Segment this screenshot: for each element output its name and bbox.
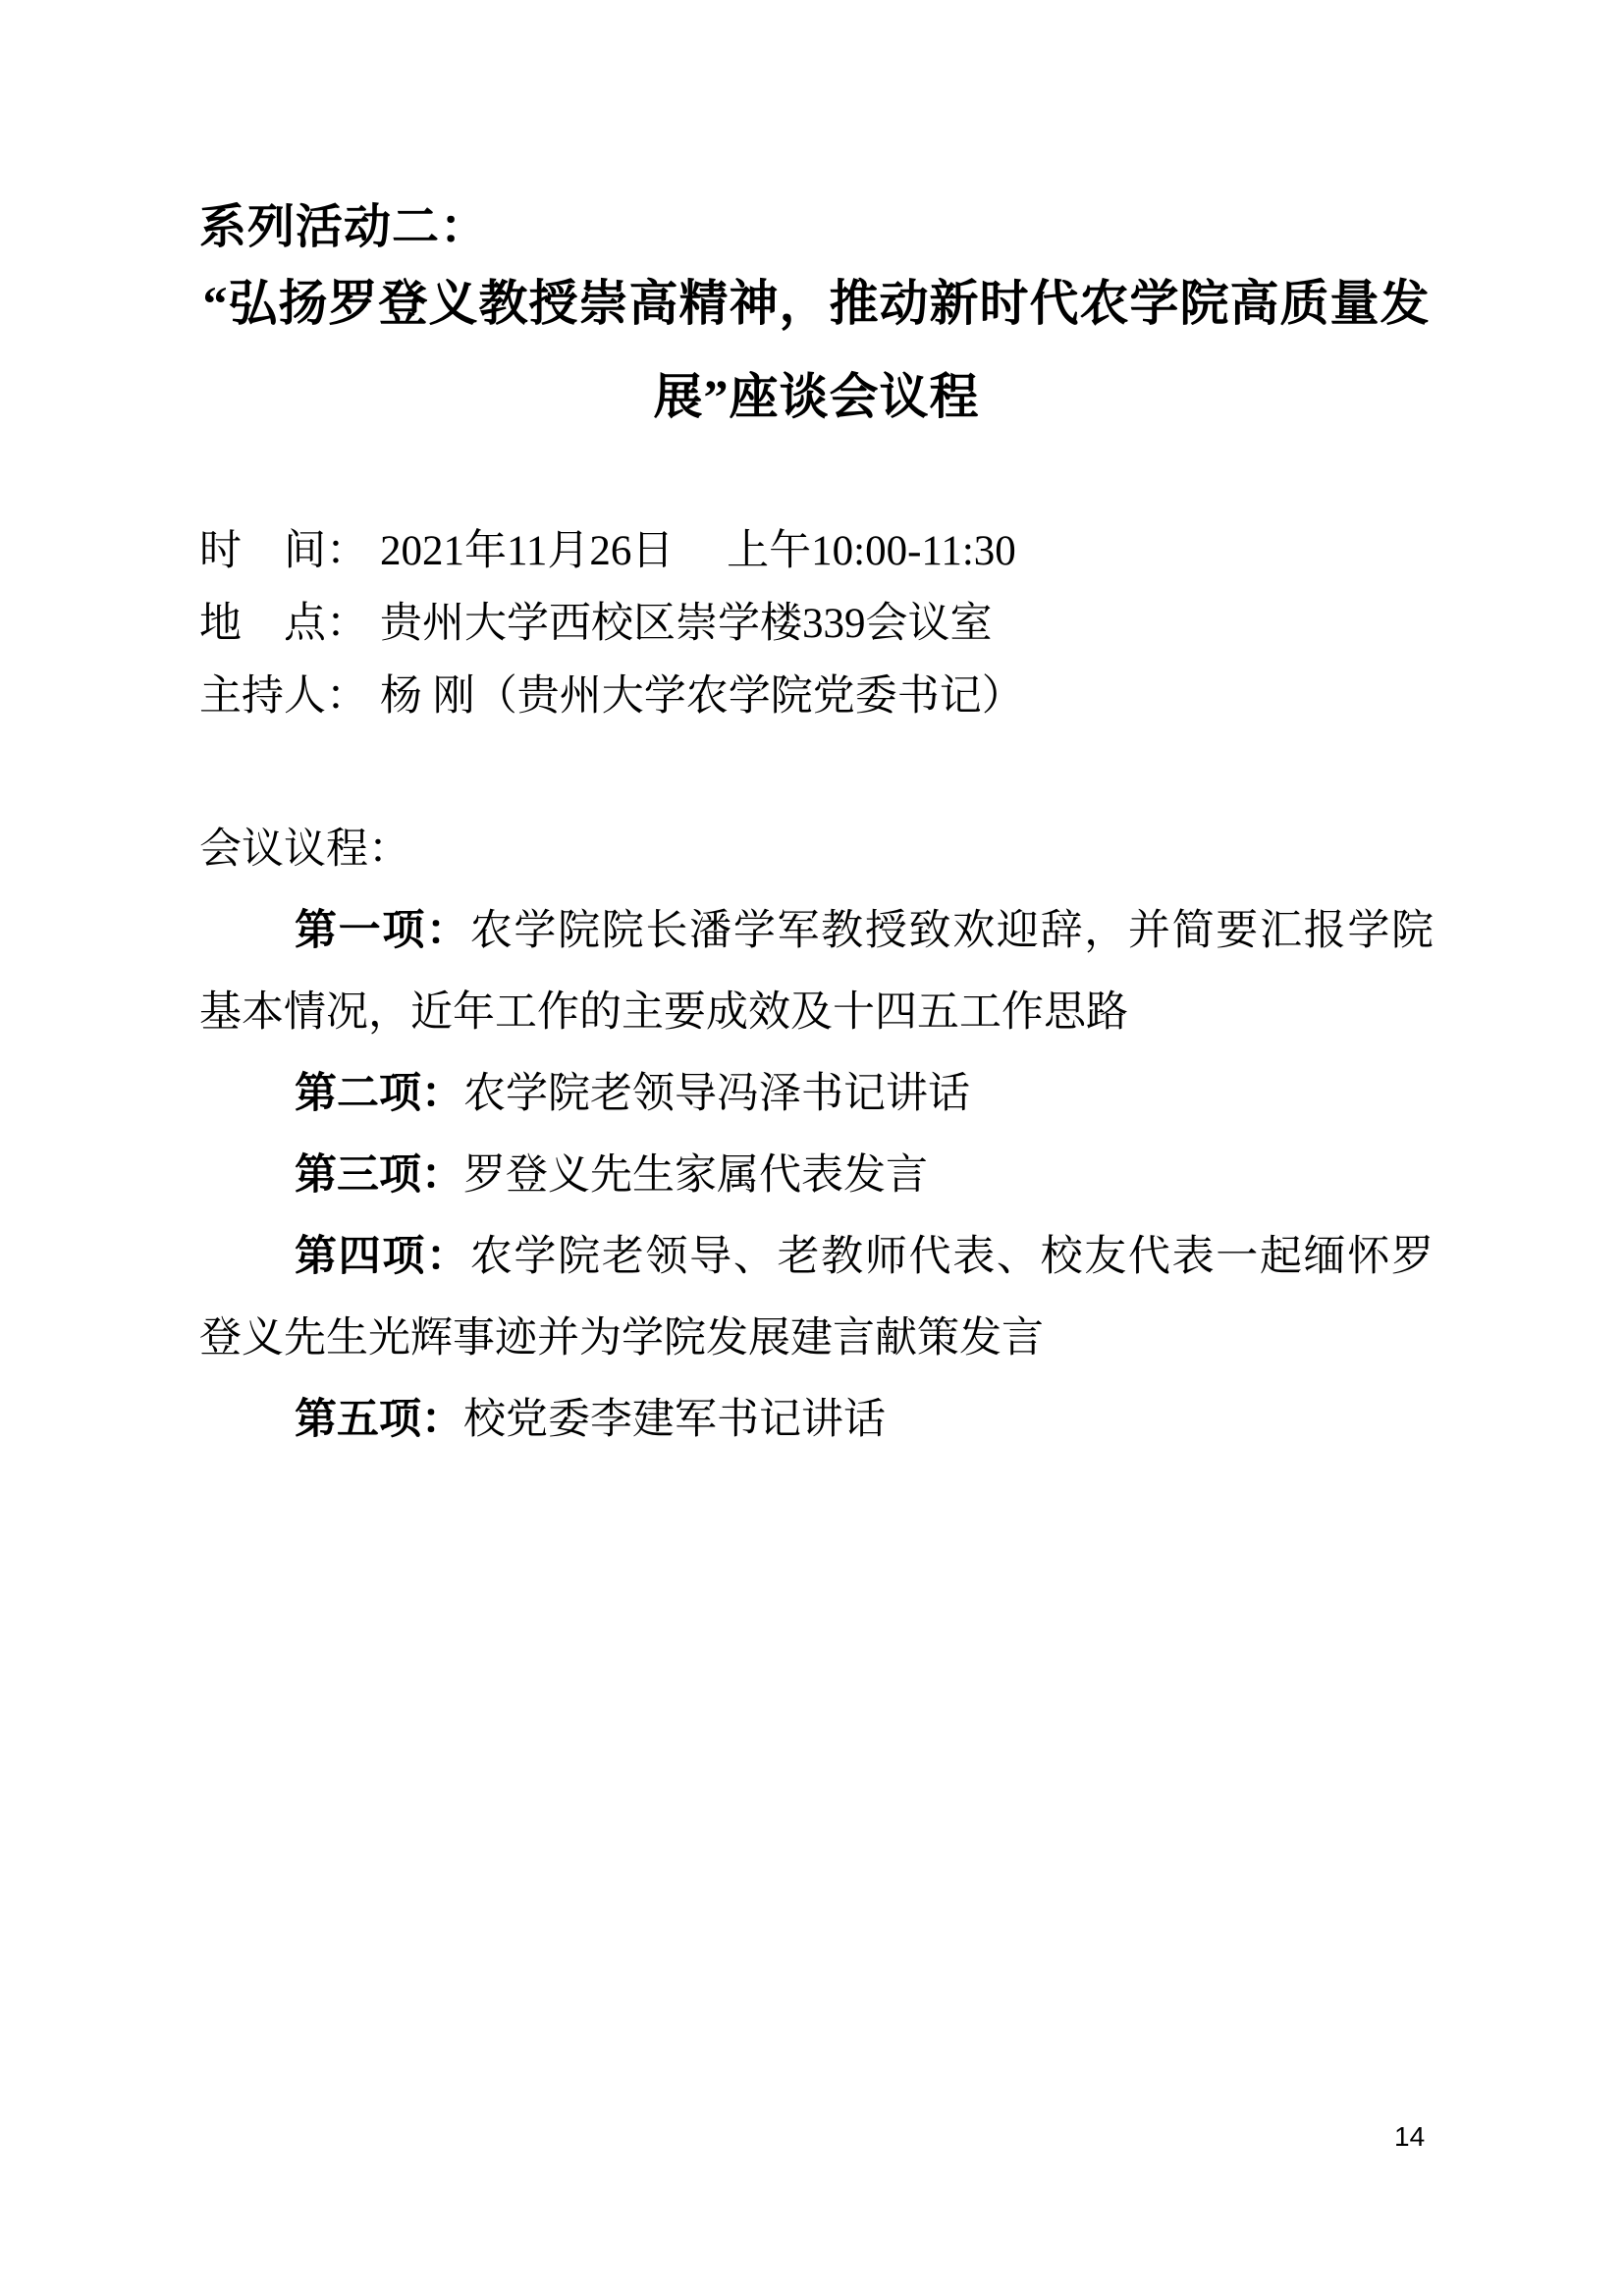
page-number: 14 bbox=[1394, 2121, 1426, 2152]
host-value: 杨 刚（贵州大学农学院党委书记） bbox=[380, 673, 1024, 720]
document-title bbox=[199, 257, 1434, 444]
agenda-item-4-text: 农学院老领导、老教师代表、校友代表一起缅怀罗 bbox=[469, 1234, 1435, 1280]
host-label: 主持人： bbox=[199, 673, 368, 720]
agenda-heading: 会议议程： bbox=[199, 827, 410, 873]
agenda-item-4-line-2: 登义先生光辉事迹并为学院发展建言献策发言 bbox=[199, 1315, 1044, 1362]
agenda-section bbox=[199, 809, 1434, 1461]
agenda-item-4 bbox=[199, 1216, 1434, 1379]
section-label: 系列活动二： bbox=[199, 201, 489, 253]
agenda-item-3-label: 第三项： bbox=[295, 1152, 463, 1199]
agenda-item-2-text: 农学院老领导冯泽书记讲话 bbox=[463, 1071, 970, 1117]
time-label: 时 间： bbox=[199, 528, 368, 574]
time-value: 2021年11月26日 上午10:00-11:30 bbox=[380, 528, 1016, 574]
agenda-item-5-text: 校党委李建军书记讲话 bbox=[463, 1397, 886, 1443]
title-line-2: 展”座谈会议程 bbox=[653, 369, 980, 424]
meta-row-host bbox=[199, 661, 1024, 733]
agenda-item-3 bbox=[199, 1135, 1434, 1216]
meta-row-location bbox=[199, 588, 1024, 661]
location-label: 地 点： bbox=[199, 601, 368, 647]
agenda-item-5-label: 第五项： bbox=[295, 1397, 463, 1443]
agenda-item-1 bbox=[199, 890, 1434, 1053]
agenda-item-4-label: 第四项： bbox=[295, 1234, 470, 1280]
agenda-item-3-text: 罗登义先生家属代表发言 bbox=[463, 1152, 928, 1199]
agenda-item-2-label: 第二项： bbox=[295, 1071, 463, 1117]
meeting-meta bbox=[199, 515, 1024, 733]
agenda-item-5 bbox=[199, 1379, 1434, 1461]
location-value: 贵州大学西校区崇学楼339会议室 bbox=[380, 601, 993, 647]
agenda-item-1-line-2: 基本情况，近年工作的主要成效及十四五工作思路 bbox=[199, 989, 1128, 1036]
agenda-item-2-line-1 bbox=[199, 1053, 1434, 1135]
agenda-item-1-text: 农学院院长潘学军教授致欢迎辞，并简要汇报学院 bbox=[469, 908, 1435, 954]
agenda-item-2 bbox=[199, 1053, 1434, 1135]
agenda-item-3-line-1 bbox=[199, 1135, 1434, 1216]
agenda-item-5-line-1 bbox=[199, 1379, 1434, 1461]
agenda-item-1-line-1 bbox=[199, 890, 1434, 972]
title-line-1: “弘扬罗登义教授崇高精神，推动新时代农学院高质量发 bbox=[202, 276, 1431, 331]
agenda-item-4-line-1 bbox=[199, 1216, 1434, 1298]
meta-row-time bbox=[199, 515, 1024, 588]
agenda-item-1-label: 第一项： bbox=[295, 908, 470, 954]
